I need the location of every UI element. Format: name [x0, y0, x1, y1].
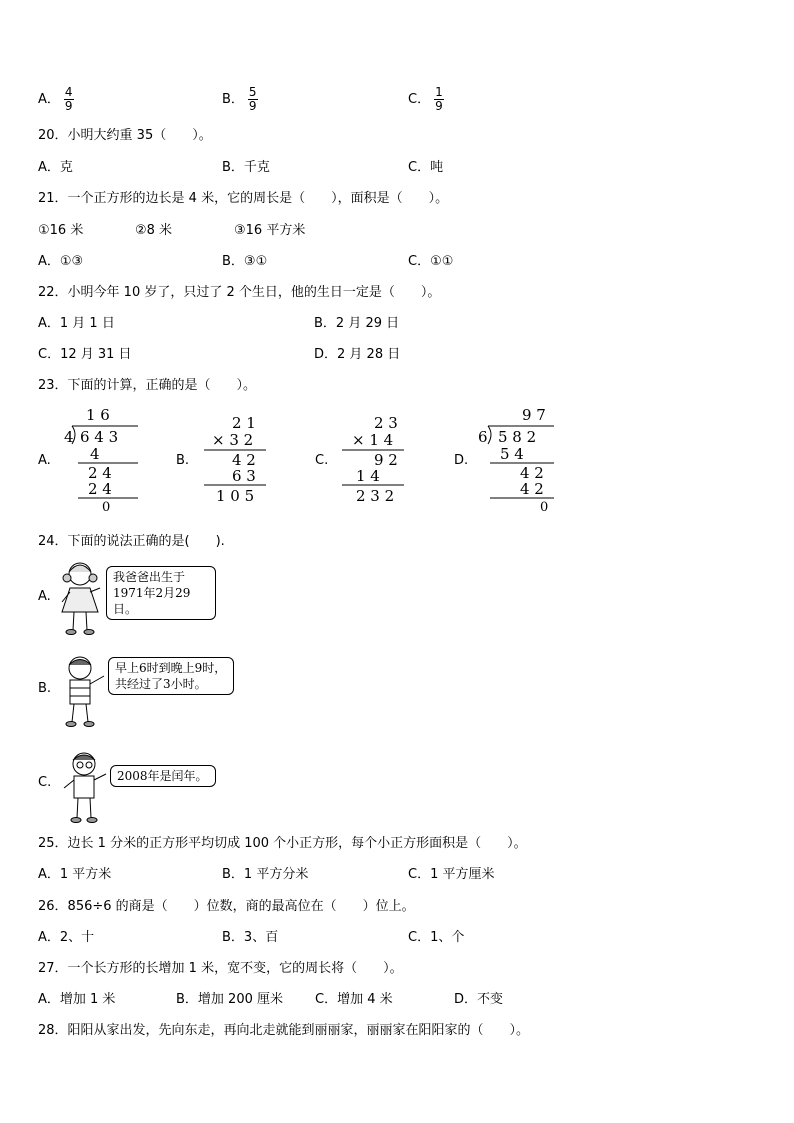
quotient: 1 6 — [86, 406, 110, 424]
q24-stem: 24．下面的说法正确的是( ). — [38, 534, 225, 549]
q26-stem: 26．856÷6 的商是（ ）位数，商的最高位在（ ）位上。 — [38, 899, 415, 914]
boy-illustration — [60, 652, 110, 730]
q25-stem: 25．边长 1 分米的正方形平均切成 100 个小正方形，每个小正方形面积是（ ）。 — [38, 836, 527, 851]
girl-illustration — [58, 558, 108, 636]
step-1: 4 — [90, 445, 100, 463]
q20-option-b[interactable]: B．千克 — [222, 160, 270, 175]
q24-option-b[interactable]: B. — [38, 681, 52, 696]
step-3: 2 4 — [88, 480, 112, 498]
q27-option-d[interactable]: D．不变 — [454, 992, 504, 1007]
quotient: 9 7 — [522, 406, 546, 424]
q21-choice-2: ②8 米 — [135, 223, 173, 238]
q23-label-b[interactable]: B. — [176, 453, 190, 468]
q23-calc-d — [474, 402, 564, 514]
fraction: $\frac{5}{9}$ — [248, 85, 257, 113]
q27-option-b[interactable]: B．增加 200 厘米 — [176, 992, 283, 1007]
q23-calc-c — [338, 412, 413, 507]
speech-line-2: 1971年2月29日。 — [113, 586, 191, 616]
q19-option-b[interactable] — [222, 86, 258, 113]
q19-option-a[interactable] — [38, 86, 74, 113]
speech-bubble-b — [108, 657, 234, 695]
option-letter: A． — [38, 92, 60, 107]
q22-option-c[interactable]: C．12 月 31 日 — [38, 347, 132, 362]
q21-option-a[interactable]: A．①③ — [38, 254, 84, 269]
q25-option-a[interactable]: A．1 平方米 — [38, 867, 112, 882]
partial-2: 6 3 — [232, 467, 256, 485]
remainder: 0 — [540, 500, 549, 514]
q21-stem: 21．一个正方形的边长是 4 米，它的周长是（ ），面积是（ ）。 — [38, 191, 449, 206]
speech-bubble-a — [106, 566, 216, 620]
partial-1: 9 2 — [374, 451, 398, 469]
q22-option-d[interactable]: D．2 月 28 日 — [314, 347, 401, 362]
speech-line-2: 共经过了3小时。 — [115, 677, 207, 691]
q22-stem: 22．小明今年 10 岁了，只过了 2 个生日，他的生日一定是（ ）。 — [38, 285, 441, 300]
step-2: 4 2 — [520, 464, 544, 482]
step-2: 2 4 — [88, 464, 112, 482]
multiplicand: 2 1 — [232, 414, 256, 432]
step-1: 5 4 — [500, 445, 524, 463]
q21-option-b[interactable]: B．③① — [222, 254, 268, 269]
product: 2 3 2 — [356, 487, 395, 505]
dividend: 6 4 3 — [80, 428, 119, 446]
multiplier: × 1 4 — [352, 431, 394, 449]
multiplicand: 2 3 — [374, 414, 398, 432]
q26-option-b[interactable]: B．3、百 — [222, 930, 279, 945]
q21-option-c[interactable]: C．①① — [408, 254, 454, 269]
q22-option-b[interactable]: B．2 月 29 日 — [314, 316, 400, 331]
q25-option-c[interactable]: C．1 平方厘米 — [408, 867, 495, 882]
divisor: 6 — [478, 428, 488, 446]
q21-choice-1: ①16 米 — [38, 223, 84, 238]
q22-option-a[interactable]: A．1 月 1 日 — [38, 316, 115, 331]
q23-label-c[interactable]: C. — [315, 453, 329, 468]
q27-option-a[interactable]: A．增加 1 米 — [38, 992, 116, 1007]
q27-stem: 27．一个长方形的长增加 1 米，宽不变，它的周长将（ ）。 — [38, 961, 403, 976]
fraction: $\frac{4}{9}$ — [64, 85, 73, 113]
q20-option-a[interactable]: A．克 — [38, 160, 73, 175]
q26-option-a[interactable]: A．2、十 — [38, 930, 95, 945]
fraction: $\frac{1}{9}$ — [435, 85, 443, 113]
speech-line-1: 我爸爸出生于 — [113, 570, 186, 584]
q24-option-c[interactable]: C. — [38, 775, 52, 790]
remainder: 0 — [102, 500, 111, 514]
boy-glasses-illustration — [62, 748, 112, 826]
q20-stem: 20．小明大约重 35（ ）。 — [38, 128, 212, 143]
speech-line-1: 2008年是闰年。 — [117, 769, 208, 783]
option-letter: B． — [222, 92, 244, 107]
speech-bubble-c — [110, 765, 216, 787]
speech-line-1: 早上6时到晚上9时， — [115, 661, 227, 675]
q25-option-b[interactable]: B．1 平方分米 — [222, 867, 309, 882]
product: 1 0 5 — [216, 487, 255, 505]
dividend: 5 8 2 — [498, 428, 537, 446]
multiplier: × 3 2 — [212, 431, 254, 449]
partial-2: 1 4 — [356, 467, 380, 485]
q23-label-d[interactable]: D. — [454, 453, 469, 468]
q23-stem: 23．下面的计算，正确的是（ ）。 — [38, 378, 257, 393]
q19-option-c[interactable] — [408, 86, 444, 113]
option-letter: C． — [408, 92, 431, 107]
q26-option-c[interactable]: C．1、个 — [408, 930, 465, 945]
divisor: 4 — [64, 428, 74, 446]
partial-1: 4 2 — [232, 451, 256, 469]
q20-option-c[interactable]: C．吨 — [408, 160, 444, 175]
q23-calc-b — [200, 412, 275, 507]
step-3: 4 2 — [520, 480, 544, 498]
q24-option-a[interactable]: A. — [38, 589, 51, 604]
q23-label-a[interactable]: A. — [38, 453, 51, 468]
q21-choice-3: ③16 平方米 — [234, 223, 306, 238]
q27-option-c[interactable]: C．增加 4 米 — [315, 992, 393, 1007]
q28-stem: 28．阳阳从家出发，先向东走，再向北走就能到丽丽家，丽丽家在阳阳家的（ ）。 — [38, 1023, 530, 1038]
q23-calc-a — [58, 402, 148, 514]
